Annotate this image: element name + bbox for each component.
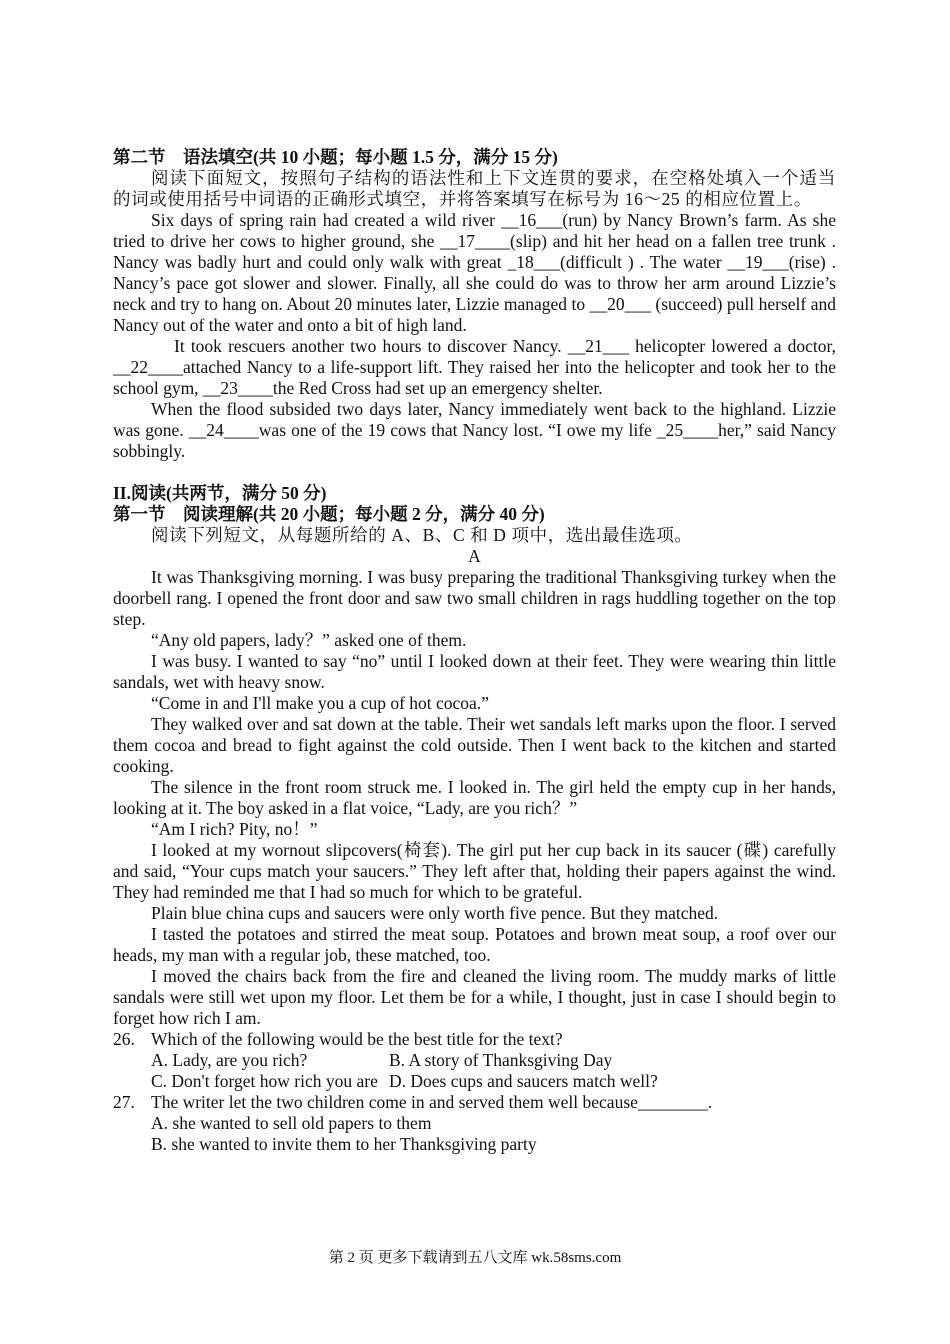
passage-paragraph: I tasted the potatoes and stirred the meat soup. Potatoes and brown meat soup, a roof over our heads, my man with a regular job, these matched, too. [113,924,836,965]
option-b: B. A story of Thanksgiving Day [389,1050,613,1070]
reading-section-heading: 第一节 阅读理解(共 20 小题；每小题 2 分，满分 40 分) [113,504,545,524]
question-26 [113,1029,836,1050]
passage-paragraph: “Any old papers, lady？” asked one of them. [151,630,467,650]
option-a: A. she wanted to sell old papers to them [151,1113,432,1133]
cloze-paragraph-3: When the flood subsided two days later, Nancy immediately went back to the highland. Lizzie was gone. __24____was one of the 19 cows that Nancy lost. “I owe my life _25____her,” said Nancy sobbingly. [113,399,836,461]
question-stem: Which of the following would be the best title for the text? [151,1029,563,1049]
passage-paragraph: I was busy. I wanted to say “no” until I looked down at their feet. They were wearing thin little sandals, wet with heavy snow. [113,651,836,692]
passage-paragraph: I moved the chairs back from the fire and cleaned the living room. The muddy marks of little sandals were still wet upon my floor. Let them be for a while, I thought, just in case I should begin to forget how rich I am. [113,966,836,1028]
reading-instruction: 阅读下列短文，从每题所给的 A、B、C 和 D 项中，选出最佳选项。 [151,525,693,545]
section2-heading: 第二节 语法填空(共 10 小题；每小题 1.5 分，满分 15 分) [113,147,558,167]
option-d: D. Does cups and saucers match well? [389,1071,658,1091]
passage-paragraph: Plain blue china cups and saucers were only worth five pence. But they matched. [151,903,719,923]
question-stem: The writer let the two children come in and served them well because________. [151,1092,713,1112]
question-number: 26. [113,1029,135,1049]
passage-label: A [468,546,481,566]
question-number: 27. [113,1092,135,1112]
reading-part-heading: II.阅读(共两节，满分 50 分) [113,483,327,503]
question-26-options-cd [151,1071,836,1092]
option-c: C. Don't forget how rich you are [151,1071,378,1091]
passage-paragraph: They walked over and sat down at the table. Their wet sandals left marks upon the floor. I served them cocoa and bread to fight against the cold outside. Then I went back to the kitchen and started cooking. [113,714,836,776]
question-27 [113,1092,836,1113]
question-27-option-a [151,1113,836,1134]
passage-paragraph: “Come in and I'll make you a cup of hot cocoa.” [151,693,489,713]
passage-paragraph: “Am I rich? Pity, no！” [151,819,318,839]
cloze-paragraph-2: It took rescuers another two hours to discover Nancy. __21___ helicopter lowered a doctor, __22____attached Nancy to a life-support lift. They raised her into the helicopter and took her to the school gym, __23____the Red Cross had set up an emergency shelter. [113,336,836,398]
passage-paragraph: It was Thanksgiving morning. I was busy preparing the traditional Thanksgiving turkey when the doorbell rang. I opened the front door and saw two small children in rags huddling together on the top step. [113,567,836,629]
page-footer: 第 2 页 更多下载请到五八文库 wk.58sms.com [328,1250,622,1266]
passage-paragraph: I looked at my wornout slipcovers(椅套). The girl put her cup back in its saucer (碟) carefully and said, “Your cups match your saucers.” They left after that, holding their papers against the wind. They had reminded me that I had so much for which to be grateful. [113,840,836,902]
passage-paragraph: The silence in the front room struck me. I looked in. The girl held the empty cup in her hands, looking at it. The boy asked in a flat voice, “Lady, are you rich？” [113,777,836,818]
section2-instruction: 阅读下面短文，按照句子结构的语法性和上下文连贯的要求，在空格处填入一个适当的词或使用括号中词语的正确形式填空，并将答案填写在标号为 16～25 的相应位置上。 [113,168,836,209]
question-26-options-ab [151,1050,836,1071]
option-b: B. she wanted to invite them to her Thanksgiving party [151,1134,537,1154]
option-a: A. Lady, are you rich? [151,1050,308,1070]
cloze-paragraph-1: Six days of spring rain had created a wild river __16___(run) by Nancy Brown’s farm. As she tried to drive her cows to higher ground, she __17____(slip) and hit her head on a fallen tree trunk . Nancy was badly hurt and could only walk with great _18___(difficult ) . The water __19___(rise) . Nancy’s pace got slower and slower. Finally, all she could do was to throw her arm around Lizzie’s neck and try to hang on. About 20 minutes later, Lizzie managed to __20___ (succeed) pull herself and Nancy out of the water and onto a bit of high land. [113,210,836,335]
document-page [113,147,836,1155]
question-27-option-b [151,1134,836,1155]
